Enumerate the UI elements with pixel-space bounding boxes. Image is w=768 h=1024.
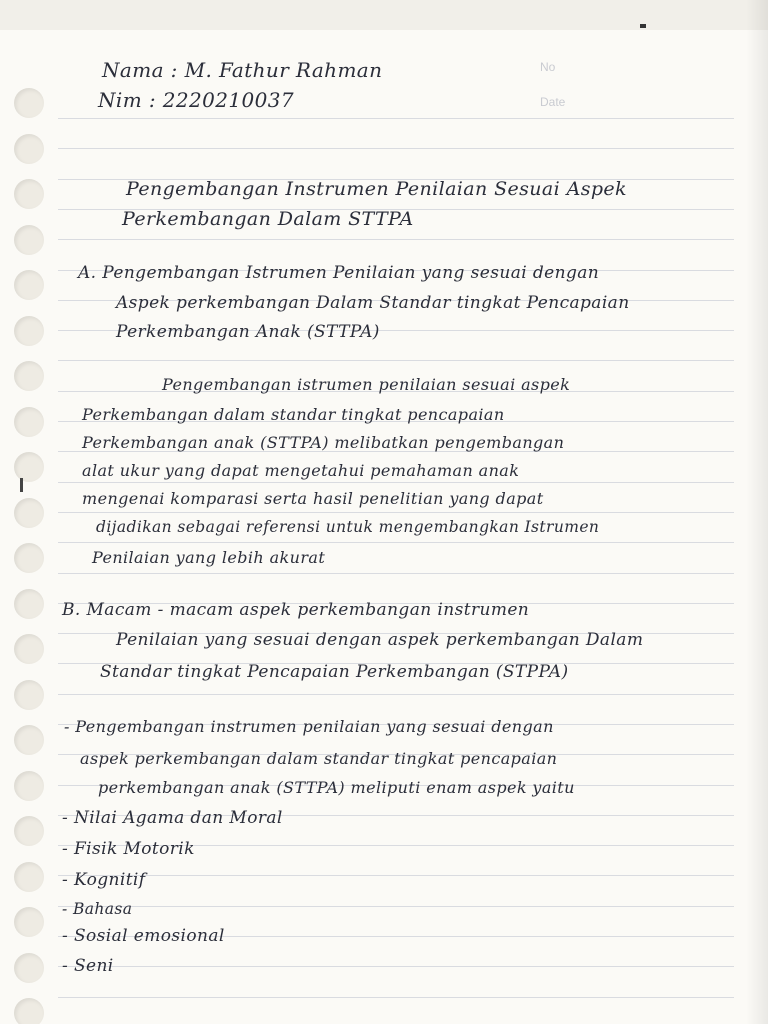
aspect-list-item: - Bahasa: [62, 900, 133, 918]
ink-dot: [640, 24, 646, 28]
binder-hole: [14, 589, 44, 619]
binder-hole: [14, 134, 44, 164]
section-b-para-line: - Pengembangan instrumen penilaian yang sesuai dengan: [64, 717, 554, 736]
ruled-line: [58, 239, 734, 240]
binder-hole: [14, 816, 44, 846]
section-a-heading-line-3: Perkembangan Anak (STTPA): [116, 322, 380, 342]
binder-hole: [14, 361, 44, 391]
binder-hole: [14, 680, 44, 710]
binder-hole: [14, 270, 44, 300]
binder-hole: [14, 998, 44, 1024]
ruled-line: [58, 573, 734, 574]
printed-no-label: No: [540, 60, 556, 74]
binder-hole: [14, 225, 44, 255]
margin-pen-mark: [20, 478, 23, 492]
section-a-heading-line-2: Aspek perkembangan Dalam Standar tingkat Pencapaian: [116, 293, 630, 313]
ruled-line: [58, 482, 734, 483]
ruled-line: [58, 906, 734, 907]
ruled-line: [58, 148, 734, 149]
binder-hole: [14, 179, 44, 209]
binder-hole: [14, 498, 44, 528]
aspect-list-item: - Seni: [62, 956, 114, 976]
ruled-line: [58, 997, 734, 998]
binder-hole: [14, 634, 44, 664]
section-b-heading-line-2: Penilaian yang sesuai dengan aspek perkembangan Dalam: [116, 630, 644, 650]
ruled-line: [58, 694, 734, 695]
section-a-para-line: Perkembangan anak (STTPA) melibatkan pengembangan: [82, 433, 565, 452]
section-b-para-line: perkembangan anak (STTPA) meliputi enam aspek yaitu: [98, 778, 575, 797]
binder-hole: [14, 88, 44, 118]
section-b-heading-line-3: Standar tingkat Pencapaian Perkembangan (STPPA): [100, 662, 569, 682]
printed-date-label: Date: [540, 95, 566, 109]
page-top-edge: [0, 0, 768, 30]
aspect-list-item: - Sosial emosional: [62, 926, 225, 946]
page-edge-shadow: [746, 0, 768, 1024]
section-a-para-line: mengenai komparasi serta hasil penelitian yang dapat: [82, 489, 544, 508]
section-a-para-line: alat ukur yang dapat mengetahui pemahaman anak: [82, 461, 520, 480]
binder-hole: [14, 953, 44, 983]
ruled-line: [58, 512, 734, 513]
binder-hole: [14, 452, 44, 482]
aspect-list-item: - Fisik Motorik: [62, 839, 195, 859]
binder-hole: [14, 907, 44, 937]
title-line-1: Pengembangan Instrumen Penilaian Sesuai Aspek: [126, 178, 627, 200]
section-a-para-line: Perkembangan dalam standar tingkat pencapaian: [82, 405, 505, 424]
binder-hole: [14, 725, 44, 755]
binder-hole: [14, 862, 44, 892]
ruled-line: [58, 966, 734, 967]
section-b-heading-line-1: B. Macam - macam aspek perkembangan instrumen: [62, 600, 530, 620]
section-a-heading-line-1: A. Pengembangan Istrumen Penilaian yang sesuai dengan: [78, 263, 600, 283]
title-line-2: Perkembangan Dalam STTPA: [122, 208, 414, 230]
ruled-line: [58, 118, 734, 119]
student-name: Nama : M. Fathur Rahman: [102, 58, 383, 82]
binder-hole: [14, 771, 44, 801]
section-a-para-line: Pengembangan istrumen penilaian sesuai aspek: [162, 375, 571, 394]
binder-hole: [14, 316, 44, 346]
binder-hole: [14, 407, 44, 437]
ruled-line: [58, 542, 734, 543]
section-a-para-line: Penilaian yang lebih akurat: [92, 548, 326, 567]
binder-hole: [14, 543, 44, 573]
student-nim: Nim : 2220210037: [98, 88, 294, 112]
section-a-para-line: dijadikan sebagai referensi untuk mengembangkan Istrumen: [96, 518, 600, 536]
ruled-line: [58, 875, 734, 876]
aspect-list-item: - Kognitif: [62, 870, 146, 890]
aspect-list-item: - Nilai Agama dan Moral: [62, 808, 283, 828]
ruled-line: [58, 360, 734, 361]
section-b-para-line: aspek perkembangan dalam standar tingkat pencapaian: [80, 749, 558, 768]
